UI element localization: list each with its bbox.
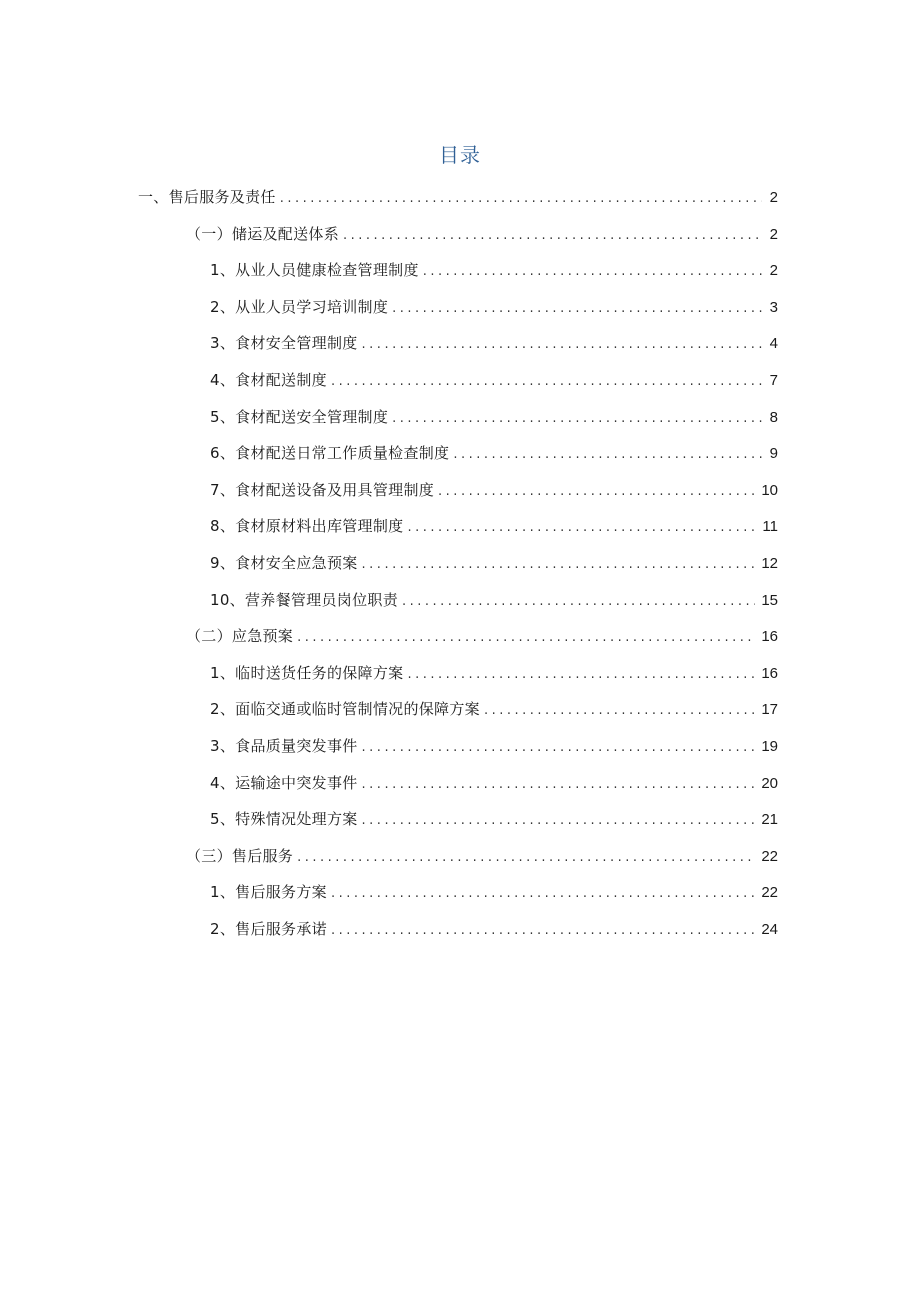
toc-entry-text: 9、食材安全应急预案 <box>210 553 358 572</box>
toc-dot-leader <box>362 734 756 762</box>
toc-dot-leader <box>362 771 756 799</box>
toc-entry-text: 1、售后服务方案 <box>210 883 327 902</box>
toc-dot-leader <box>331 368 762 396</box>
toc-dot-leader <box>402 588 755 616</box>
toc-entry[interactable] <box>138 439 778 476</box>
toc-entry-text: 2、售后服务承诺 <box>210 919 327 938</box>
toc-dot-leader <box>343 222 762 250</box>
toc-entry[interactable] <box>138 732 778 769</box>
toc-entry-text: 3、食材安全管理制度 <box>210 334 358 353</box>
toc-dot-leader <box>362 551 756 579</box>
toc-entry-page-number: 22 <box>761 884 778 902</box>
toc-entry[interactable] <box>138 220 778 257</box>
toc-entry-text: （二）应急预案 <box>186 627 294 646</box>
toc-entry-text: 2、面临交通或临时管制情况的保障方案 <box>210 700 480 719</box>
toc-dot-leader <box>423 258 762 286</box>
toc-entry-text: 7、食材配送设备及用具管理制度 <box>210 480 435 499</box>
toc-entry[interactable] <box>138 476 778 513</box>
toc-entry-page-number: 24 <box>761 920 778 938</box>
toc-entry[interactable] <box>138 549 778 586</box>
toc-entry-text: 一、售后服务及责任 <box>138 188 276 206</box>
toc-entry[interactable] <box>138 769 778 806</box>
toc-entry[interactable] <box>138 842 778 879</box>
toc-entry-text: 5、特殊情况处理方案 <box>210 810 358 829</box>
toc-dot-leader <box>362 807 756 835</box>
toc-entry-page-number: 15 <box>761 591 778 609</box>
toc-entry[interactable] <box>138 695 778 732</box>
toc-entry-page-number: 8 <box>769 408 778 426</box>
toc-entry-page-number: 4 <box>769 335 778 353</box>
toc-entry[interactable] <box>138 293 778 330</box>
toc-entry-text: 5、食材配送安全管理制度 <box>210 407 389 426</box>
toc-entry-page-number: 16 <box>761 628 778 646</box>
toc-entry-page-number: 2 <box>769 225 778 243</box>
toc-entry-page-number: 9 <box>769 445 778 463</box>
toc-entry-text: 8、食材原材料出库管理制度 <box>210 517 404 536</box>
toc-dot-leader <box>407 661 755 689</box>
toc-entry[interactable] <box>138 403 778 440</box>
toc-entry[interactable] <box>138 512 778 549</box>
toc-entry[interactable] <box>138 659 778 696</box>
toc-entry[interactable] <box>138 256 778 293</box>
toc-entry-text: 4、运输途中突发事件 <box>210 773 358 792</box>
toc-entry-page-number: 2 <box>769 189 778 206</box>
toc-entry[interactable] <box>138 915 778 952</box>
toc-dot-leader <box>484 697 755 725</box>
toc-entry[interactable] <box>138 183 778 220</box>
toc-entry-page-number: 12 <box>761 554 778 572</box>
toc-entry-text: （一）储运及配送体系 <box>186 224 340 243</box>
toc-entry-page-number: 22 <box>761 847 778 865</box>
toc-dot-leader <box>438 478 755 506</box>
toc-entry-text: 1、临时送货任务的保障方案 <box>210 663 404 682</box>
toc-dot-leader <box>331 880 755 908</box>
toc-entry-text: 3、食品质量突发事件 <box>210 736 358 755</box>
toc-entry[interactable] <box>138 622 778 659</box>
toc-entry-text: 2、从业人员学习培训制度 <box>210 297 389 316</box>
toc-entry-text: 1、从业人员健康检查管理制度 <box>210 261 419 280</box>
toc-dot-leader <box>392 295 762 323</box>
toc-dot-leader <box>331 917 755 945</box>
toc-entry-page-number: 19 <box>761 737 778 755</box>
toc-entry[interactable] <box>138 805 778 842</box>
toc-entry-text: 6、食材配送日常工作质量检查制度 <box>210 444 450 463</box>
toc-dot-leader <box>297 624 755 652</box>
toc-entry-text: 4、食材配送制度 <box>210 370 327 389</box>
toc-entry[interactable] <box>138 586 778 623</box>
toc-dot-leader <box>453 441 762 469</box>
toc-entry-page-number: 3 <box>769 298 778 316</box>
toc-title: 目录 <box>439 143 481 167</box>
toc-entry-text: 10、营养餐管理员岗位职责 <box>210 590 398 609</box>
toc-entry[interactable] <box>138 329 778 366</box>
toc-dot-leader <box>297 844 755 872</box>
toc-entry[interactable] <box>138 878 778 915</box>
toc-dot-leader <box>280 185 762 213</box>
toc-entry-page-number: 7 <box>769 371 778 389</box>
toc-dot-leader <box>407 514 756 542</box>
toc-list <box>138 183 778 951</box>
toc-dot-leader <box>362 331 762 359</box>
toc-entry-page-number: 20 <box>761 774 778 792</box>
toc-entry-text: （三）售后服务 <box>186 846 294 865</box>
toc-entry-page-number: 21 <box>761 811 778 829</box>
toc-entry-page-number: 17 <box>761 701 778 719</box>
toc-entry-page-number: 16 <box>761 664 778 682</box>
toc-entry[interactable] <box>138 366 778 403</box>
toc-entry-page-number: 2 <box>769 262 778 280</box>
toc-entry-page-number: 11 <box>762 518 778 536</box>
toc-entry-page-number: 10 <box>761 481 778 499</box>
toc-dot-leader <box>392 405 762 433</box>
